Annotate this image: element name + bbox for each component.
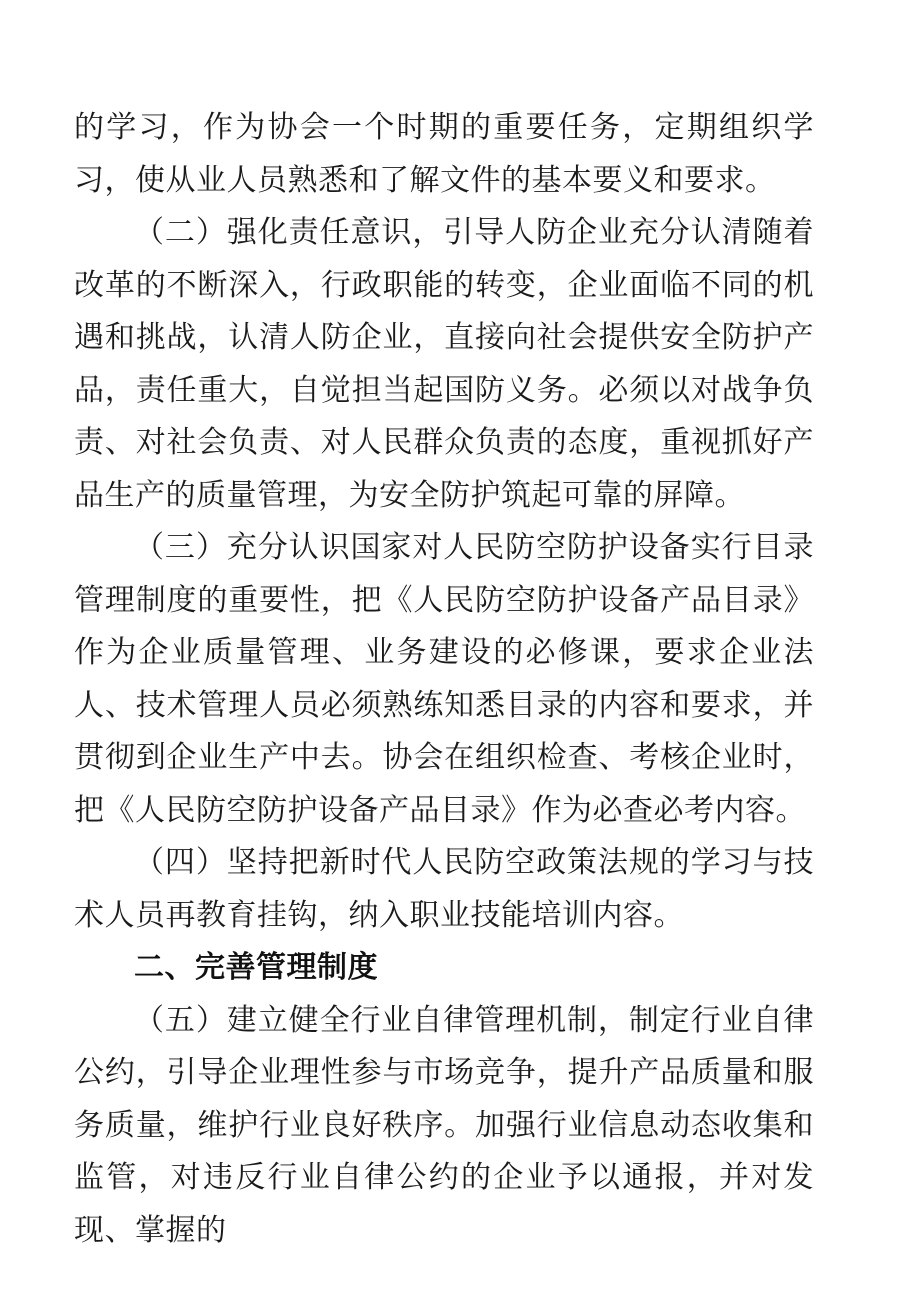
paragraph-continuation: 的学习，作为协会一个时期的重要任务，定期组织学习，使从业人员熟悉和了解文件的基本要义和要求。 [74,110,814,198]
paragraph-item-2: （二）强化责任意识，引导人防企业充分认清随着改革的不断深入，行政职能的转变，企业面临不同的机遇和挑战，认清人防企业，直接向社会提供安全防护产品，责任重大，自觉担当起国防义务。必须以对战争负责、对社会负责、对人民群众负责的态度，重视抓好产品生产的质量管理，为安全防护筑起可靠的屏障。 [74,215,814,513]
paragraph-item-5: （五）建立健全行业自律管理机制，制定行业自律公约，引导企业理性参与市场竞争，提升产品质量和服务质量，维护行业良好秩序。加强行业信息动态收集和监管，对违反行业自律公约的企业予以通报，并对发现、掌握的 [74,1002,814,1248]
section-heading: 二、完善管理制度 [134,950,378,985]
paragraph-item-4: （四）坚持把新时代人民防空政策法规的学习与技术人员再教育挂钩，纳入职业技能培训内容。 [74,845,814,933]
paragraph-item-3: （三）充分认识国家对人民防空防护设备实行目录管理制度的重要性，把《人民防空防护设备产品目录》作为企业质量管理、业务建设的必修课，要求企业法人、技术管理人员必须熟练知悉目录的内容和要求，并贯彻到企业生产中去。协会在组织检查、考核企业时，把《人民防空防护设备产品目录》作为必查必考内容。 [74,530,814,828]
document-page [74,102,814,1257]
